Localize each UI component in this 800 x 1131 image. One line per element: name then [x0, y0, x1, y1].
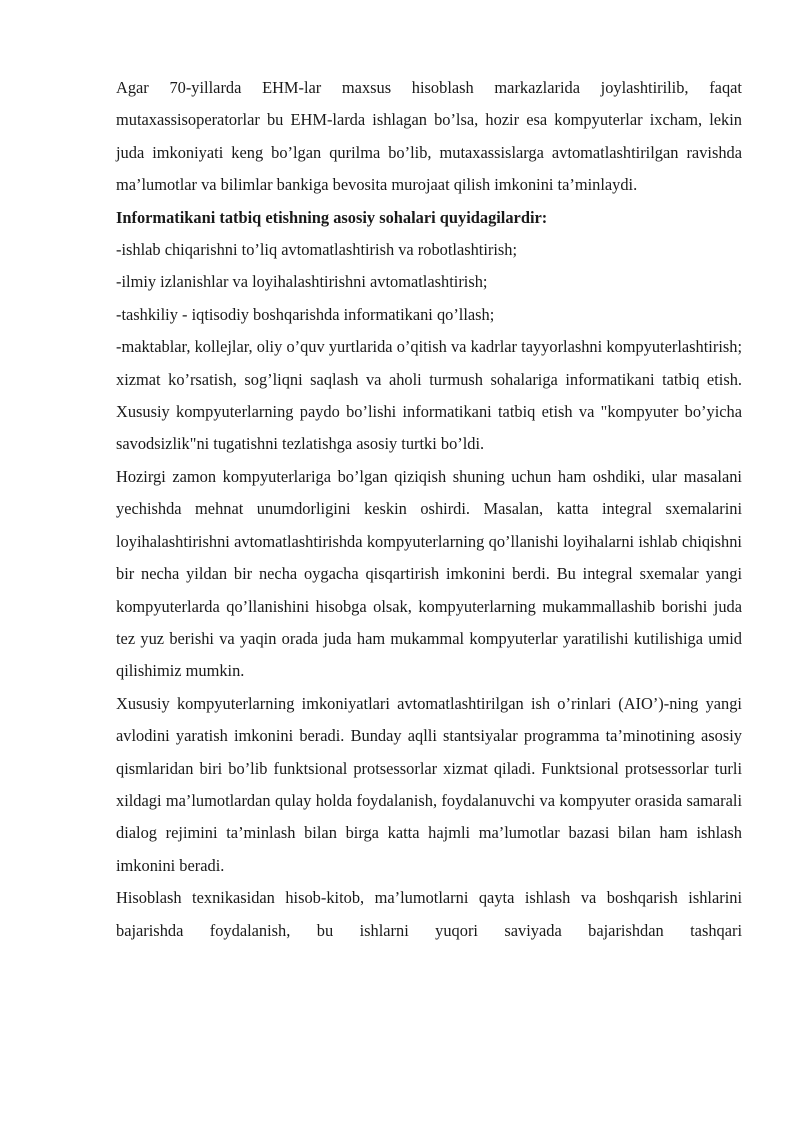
list-item: -ishlab chiqarishni to’liq avtomatlashtirish va robotlashtirish;: [116, 240, 518, 260]
list-item: -ilmiy izlanishlar va loyihalashtirishni avtomatlashtirish;: [116, 272, 488, 292]
paragraph-computing-usage: Hisoblash texnikasidan hisob-kitob, ma’lumotlarni qayta ishlash va boshqarish ishlarini bajarishda foydalanish, bu ishlarni yuqori saviyada bajarishdan tashqari: [116, 888, 742, 940]
document-body: [116, 72, 742, 947]
paragraph-intro: Agar 70-yillarda EHM-lar maxsus hisoblash markazlarida joylashtirilib, faqat mutaxassisoperatorlar bu EHM-larda ishlagan bo’lsa, hozir esa kompyuterlar ixcham, lekin juda imkoniyati keng bo’lgan qurilma bo’lib, mutaxassislarga avtomatlashtirilgan ravishda ma’lumotlar va bilimlar bankiga bevosita murojaat qilish imkonini ta’minlaydi.: [116, 78, 742, 195]
list-item: -maktablar, kollejlar, oliy o’quv yurtlarida o’qitish va kadrlar tayyorlashni kompyuterlashtirish; xizmat ko’rsatish, sog’liqni saqlash va aholi turmush sohalariga informatikani tatbiq etish. Xususiy kompyuterlarning paydo bo’lishi informatikani tatbiq etish va "kompyuter bo’yicha savodsizlik"ni tugatishni tezlatishga asosiy turtki bo’ldi.: [116, 337, 742, 454]
list-item: -tashkiliy - iqtisodiy boshqarishda informatikani qo’llash;: [116, 304, 495, 324]
paragraph-personal-computers: Xususiy kompyuterlarning imkoniyatlari avtomatlashtirilgan ish o’rinlari (AIO’)-ning yangi avlodini yaratish imkonini beradi. Bunday aqlli stantsiyalar programma ta’minotining asosiy qismlaridan biri bo’lib funktsional protsessorlar xizmat qiladi. Funktsional protsessorlar turli xildagi ma’lumotlardan qulay holda foydalanish, foydalanuvchi va kompyuter orasida samarali dialog rejimini ta’minlash bilan birga katta hajmli ma’lumotlar bazasi bilan ham ishlash imkonini beradi.: [116, 693, 742, 875]
section-heading: Informatikani tatbiq etishning asosiy sohalari quyidagilardir:: [116, 207, 548, 227]
paragraph-modern-computers: Hozirgi zamon kompyuterlariga bo’lgan qiziqish shuning uchun ham oshdiki, ular masalani yechishda mehnat unumdorligini keskin oshirdi. Masalan, katta integral sxemalarini loyihalashtirishni avtomatlashtirishda kompyuterlarning qo’llanishi loyihalarni ishlab chiqishni bir necha yildan bir necha oygacha qisqartirish imkonini berdi. Bu integral sxemalar yangi kompyuterlarda qo’llanishini hisobga olsak, kompyuterlarning mukammallashib borishi juda tez yuz berishi va yaqin orada juda ham mukammal kompyuterlar yaratilishi kutilishiga umid qilishimiz mumkin.: [116, 466, 742, 681]
